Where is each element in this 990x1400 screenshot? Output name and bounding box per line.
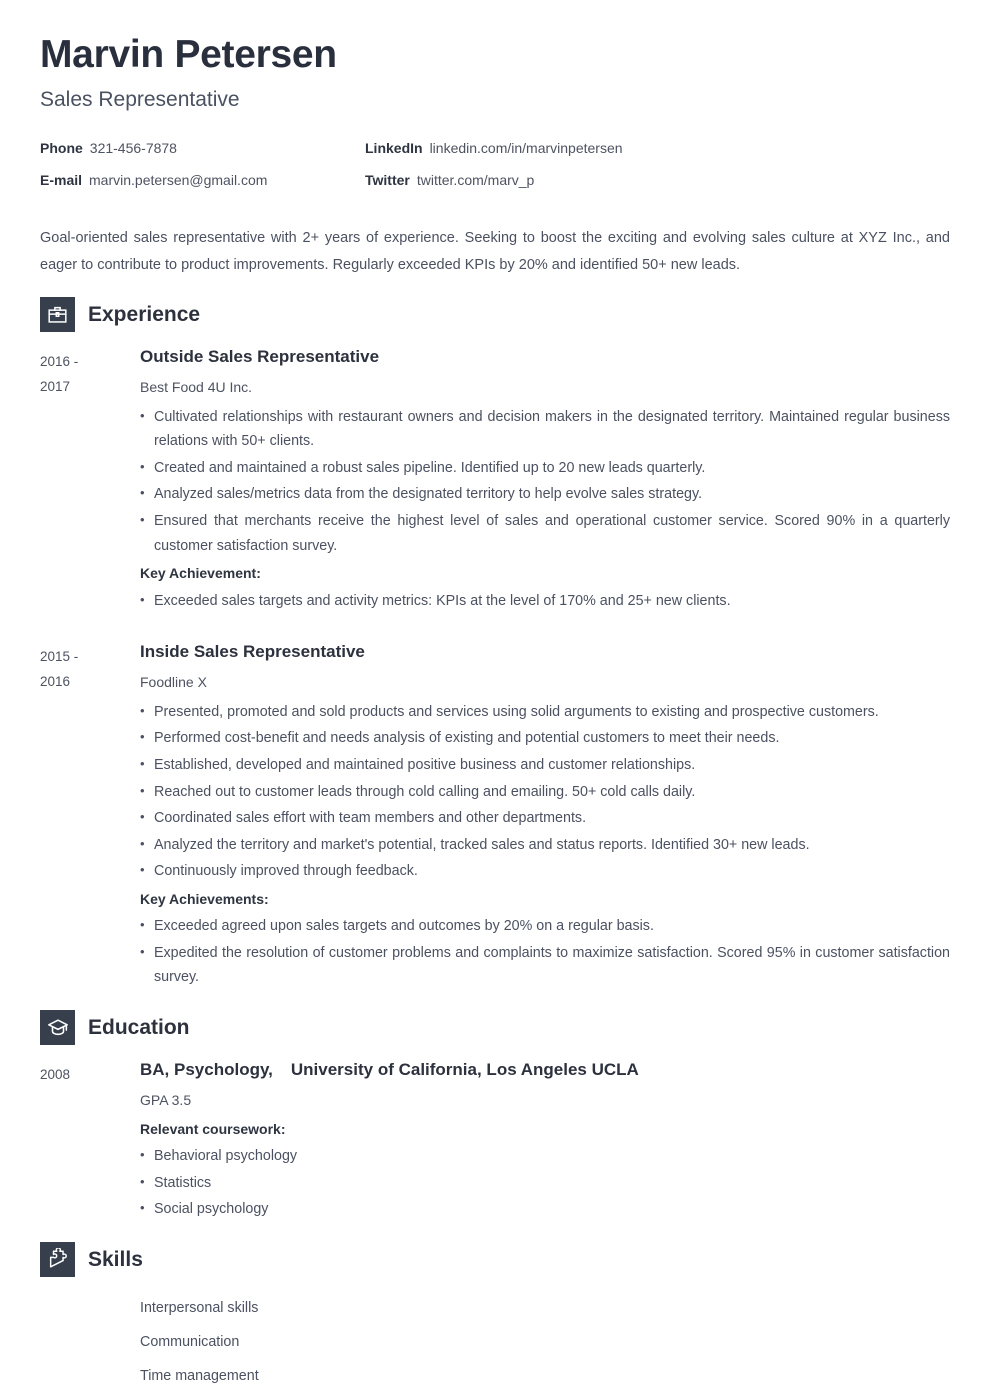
resume-header <box>40 0 950 112</box>
list-item: • Exceeded sales targets and activity metrics: KPIs at the level of 170% and 25+ new clients. <box>140 589 950 614</box>
section-experience <box>40 297 950 992</box>
experience-company: Foodline X <box>140 674 207 691</box>
graduation-cap-icon <box>40 1010 75 1045</box>
list-item: • Analyzed the territory and market's potential, tracked sales and status reports. Identified 30+ new leads. <box>140 833 950 858</box>
key-achievements-heading: Key Achievements: <box>140 890 269 907</box>
list-item: • Continuously improved through feedback. <box>140 859 950 884</box>
contact-item-twitter <box>365 172 950 190</box>
experience-job-title: Inside Sales Representative <box>140 642 365 662</box>
list-item: • Exceeded agreed upon sales targets and outcomes by 20% on a regular basis. <box>140 914 950 939</box>
education-body <box>140 1059 950 1224</box>
contact-label-linkedin: LinkedIn <box>365 140 423 157</box>
experience-dates <box>40 641 140 695</box>
experience-body <box>140 346 950 615</box>
list-item: • Analyzed sales/metrics data from the designated territory to help evolve sales strategy. <box>140 482 950 507</box>
education-degree: BA, Psychology, <box>140 1060 273 1079</box>
list-item: • Performed cost-benefit and needs analysis of existing and potential customers to meet their needs. <box>140 726 950 751</box>
key-achievement-list <box>140 589 950 614</box>
section-skills <box>40 1242 950 1393</box>
section-title-skills: Skills <box>88 1247 143 1271</box>
experience-entry <box>40 641 950 992</box>
coursework-list <box>140 1144 950 1222</box>
contact-value-email[interactable]: marvin.petersen@gmail.com <box>89 171 268 188</box>
date-end: 2017 <box>40 378 71 394</box>
list-item: • Statistics <box>140 1171 950 1196</box>
list-item: • Created and maintained a robust sales pipeline. Identified up to 20 new leads quarterly. <box>140 456 950 481</box>
skill-name: Time management <box>140 1367 259 1384</box>
education-date <box>40 1059 140 1088</box>
education-school: University of California, Los Angeles UCLA <box>290 1060 639 1079</box>
skill-level-bar <box>708 1336 950 1347</box>
skills-list <box>40 1291 950 1393</box>
experience-entry <box>40 346 950 615</box>
contact-value-twitter[interactable]: twitter.com/marv_p <box>416 171 535 188</box>
experience-company: Best Food 4U Inc. <box>140 379 253 396</box>
contact-value-phone[interactable]: 321-456-7878 <box>89 140 177 157</box>
list-item: • Cultivated relationships with restaurant owners and decision makers in the designated territory. Maintained regular business relations with 50+ clients. <box>140 405 950 454</box>
education-gpa: GPA 3.5 <box>140 1092 192 1109</box>
skill-level-bar <box>708 1370 950 1381</box>
candidate-job-title: Sales Representative <box>40 87 240 111</box>
candidate-name: Marvin Petersen <box>40 33 337 76</box>
date-end: 2016 <box>40 674 71 690</box>
skill-name: Communication <box>140 1333 240 1350</box>
contact-value-linkedin[interactable]: linkedin.com/in/marvinpetersen <box>429 140 623 157</box>
list-item: • Expedited the resolution of customer problems and complaints to maximize satisfaction. Scored 95% in customer satisfaction survey. <box>140 941 950 990</box>
education-title <box>140 1059 950 1081</box>
list-item: • Reached out to customer leads through cold calling and emailing. 50+ cold calls daily. <box>140 780 950 805</box>
experience-bullet-list <box>140 405 950 558</box>
list-item: • Social psychology <box>140 1197 950 1222</box>
skill-row <box>40 1291 950 1325</box>
skill-row <box>40 1359 950 1393</box>
contact-item-email <box>40 172 365 190</box>
skill-level-bar <box>708 1302 950 1313</box>
experience-job-title: Outside Sales Representative <box>140 347 380 367</box>
experience-bullet-list <box>140 700 950 884</box>
experience-dates <box>40 346 140 400</box>
section-title-education: Education <box>88 1016 190 1039</box>
briefcase-icon <box>40 297 75 332</box>
experience-body <box>140 641 950 992</box>
list-item: • Behavioral psychology <box>140 1144 950 1169</box>
contact-details <box>40 140 950 189</box>
date-year: 2008 <box>40 1067 71 1082</box>
education-entry <box>40 1059 950 1224</box>
key-achievement-heading: Key Achievement: <box>140 565 261 582</box>
contact-item-phone <box>40 140 365 158</box>
skill-name: Interpersonal skills <box>140 1299 259 1316</box>
professional-summary: Goal-oriented sales representative with 2+ years of experience. Seeking to boost the exciting and evolving sales culture at XYZ Inc., and eager to contribute to product improvements. Regularly exceeded KPIs by 20% and identified 50+ new leads. <box>40 230 950 274</box>
list-item: • Established, developed and maintained positive business and customer relationships. <box>140 753 950 778</box>
section-header-education <box>40 1010 950 1045</box>
list-item: • Coordinated sales effort with team members and other departments. <box>140 806 950 831</box>
date-start: 2016 - <box>40 354 79 370</box>
contact-label-phone: Phone <box>40 140 83 157</box>
contact-label-email: E-mail <box>40 171 83 188</box>
relevant-coursework-heading: Relevant coursework: <box>140 1120 286 1137</box>
section-header-experience <box>40 297 950 332</box>
puzzle-piece-icon <box>40 1242 75 1277</box>
section-header-skills <box>40 1242 950 1277</box>
contact-label-twitter: Twitter <box>365 171 410 188</box>
key-achievements-list <box>140 914 950 990</box>
date-start: 2015 - <box>40 649 79 665</box>
list-item: • Presented, promoted and sold products and services using solid arguments to existing and prospective customers. <box>140 700 950 725</box>
list-item: • Ensured that merchants receive the highest level of sales and operational customer service. Scored 90% in a quarterly customer satisfaction survey. <box>140 509 950 558</box>
contact-item-linkedin <box>365 140 950 158</box>
section-title-experience: Experience <box>88 303 201 327</box>
section-education <box>40 1010 950 1224</box>
skill-row <box>40 1325 950 1359</box>
